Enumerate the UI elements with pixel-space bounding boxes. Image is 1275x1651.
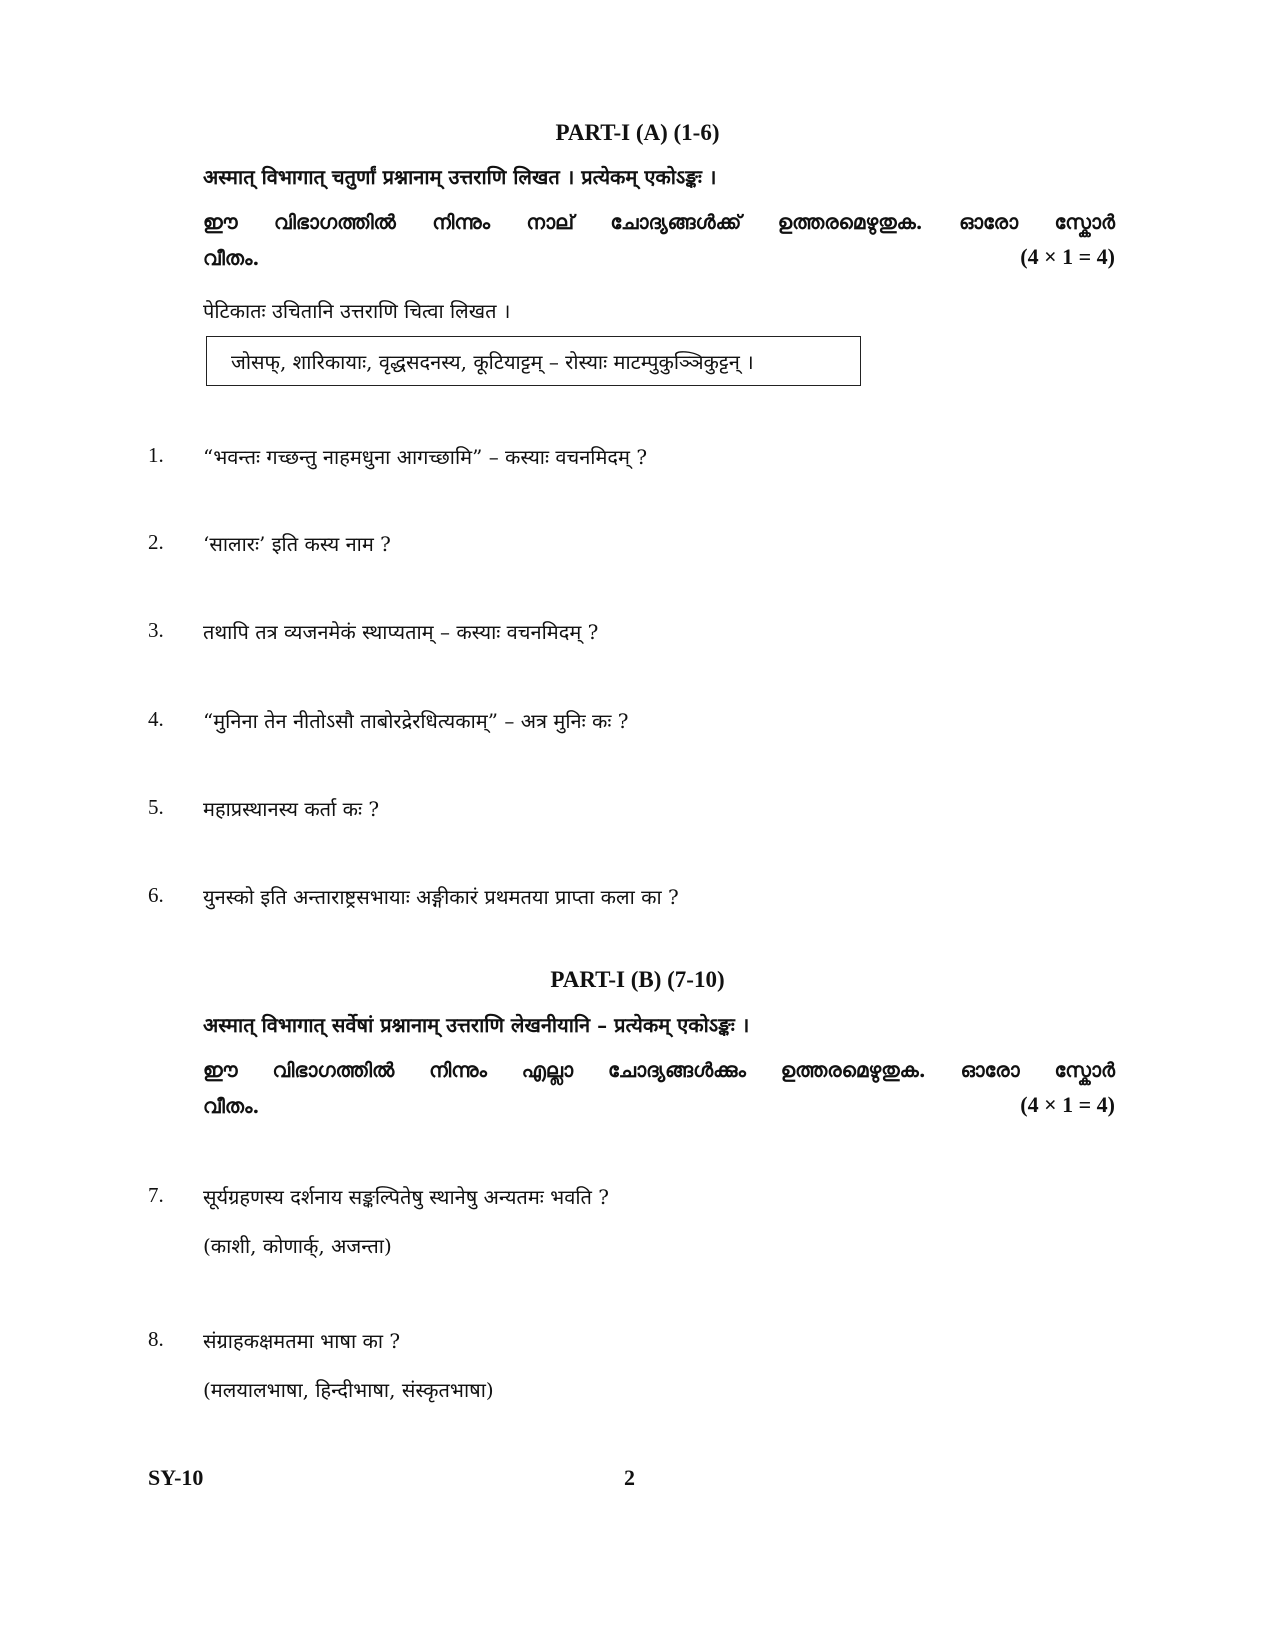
part-b-instruction-malayalam-cont: വീതം. [203,1094,260,1118]
question-7-options: (काशी, कोणार्क्, अजन्ता) [203,1234,392,1258]
part-a-marks: (4 × 1 = 4) [1020,244,1115,269]
word-box-text: जोसफ्, शारिकायाः, वृद्धसदनस्य, कूटियाट्टम् – रोस्याः माटम्पुकुञ्ञिकुट्टन् । [231,349,754,374]
word-box [206,336,861,386]
part-a-instruction-malayalam: ഈ വിഭാഗത്തിൽ നിന്നും നാല് ചോദ്യങ്ങൾക്ക് ഉത്തരമെഴുതുക. ഓരോ സ്കോർ [203,210,1115,234]
part-b-title: PART-I (B) (7-10) [550,967,725,992]
question-number: 6. [148,883,164,907]
part-b-marks: (4 × 1 = 4) [1020,1092,1115,1117]
question-number: 4. [148,707,164,731]
question-text: “भवन्तः गच्छन्तु नाहमधुना आगच्छामि” – कस्याः वचनमिदम् ? [203,445,648,469]
paper-code: SY-10 [148,1465,204,1490]
question-text: संग्राहकक्षमतमा भाषा का ? [203,1329,401,1353]
part-a-instruction-malayalam-cont: വീതം. [203,246,260,270]
part-a-title: PART-I (A) (1-6) [555,120,720,145]
question-text: “मुनिना तेन नीतोऽसौ ताबोरद्रेरधित्यकाम्” – अत्र मुनिः कः ? [203,709,629,733]
question-text: सूर्यग्रहणस्य दर्शनाय सङ्कल्पितेषु स्थानेषु अन्यतमः भवति ? [203,1185,610,1209]
part-b-instruction-malayalam: ഈ വിഭാഗത്തിൽ നിന്നും എല്ലാ ചോദ്യങ്ങൾക്കും ഉത്തരമെഴുതുക. ഓരോ സ്കോർ [203,1058,1115,1082]
box-instruction: पेटिकातः उचितानि उत्तराणि चित्वा लिखत । [203,299,511,323]
part-b-instruction-sanskrit: अस्मात् विभागात् सर्वेषां प्रश्नानाम् उत्तराणि लेखनीयानि – प्रत्येकम् एकोऽङ्कः । [203,1013,750,1037]
question-text: ‘सालारः’ इति कस्य नाम ? [203,532,391,556]
question-number: 3. [148,618,164,642]
question-number: 7. [148,1183,164,1207]
question-number: 5. [148,795,164,819]
question-number: 2. [148,530,164,554]
question-text: महाप्रस्थानस्य कर्ता कः ? [203,797,380,821]
question-number: 8. [148,1327,164,1351]
part-a-instruction-sanskrit: अस्मात् विभागात् चतुर्णां प्रश्नानाम् उत्तराणि लिखत । प्रत्येकम् एकोऽङ्कः । [203,165,717,189]
question-text: तथापि तत्र व्यजनमेकं स्थाप्यताम् – कस्याः वचनमिदम् ? [203,620,599,644]
question-number: 1. [148,443,164,467]
question-8-options: (मलयालभाषा, हिन्दीभाषा, संस्कृतभाषा) [203,1378,494,1402]
question-text: युनस्को इति अन्ताराष्ट्रसभायाः अङ्गीकारं प्रथमतया प्राप्ता कला का ? [203,885,679,909]
page-number: 2 [624,1465,635,1490]
